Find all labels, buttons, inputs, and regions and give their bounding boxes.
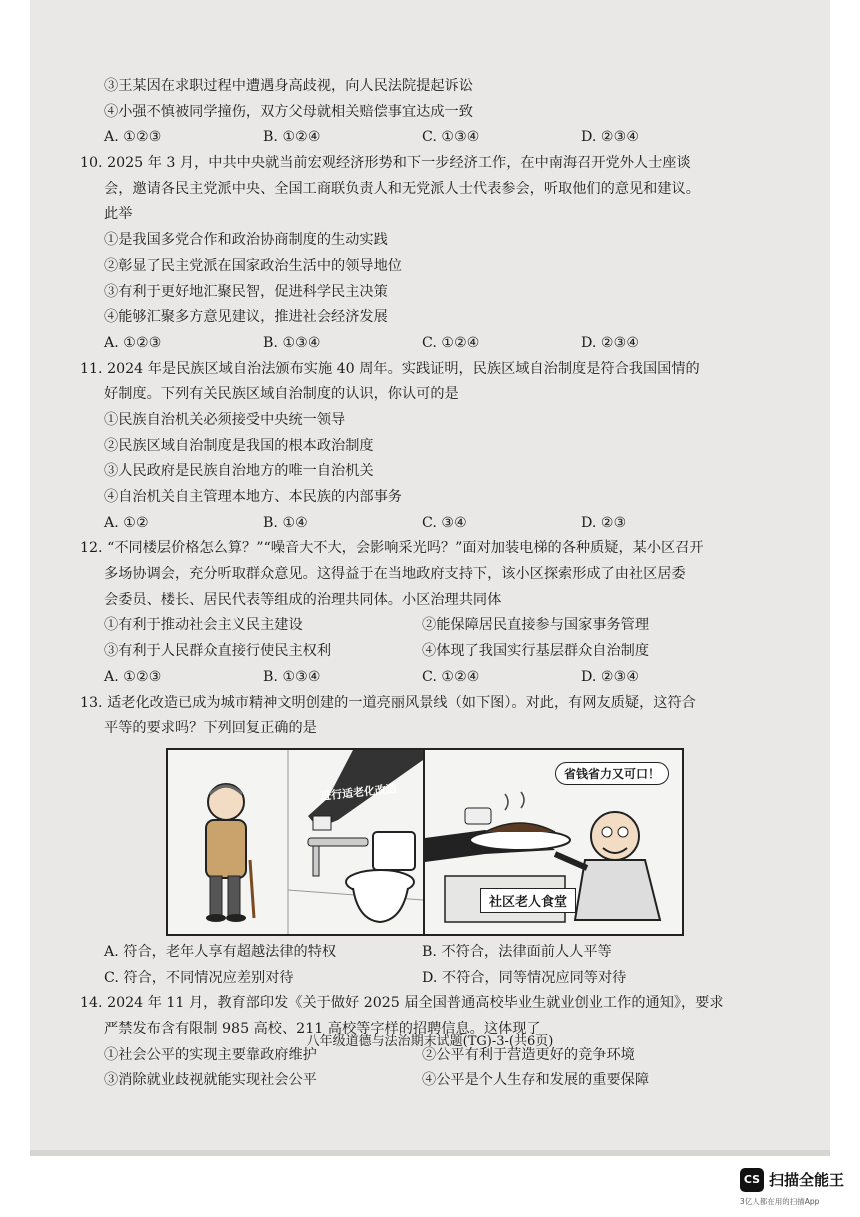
q12-item-2: ②能保障居民直接参与国家事务管理	[422, 617, 650, 634]
q12-option-c: C. ①②④	[422, 668, 480, 685]
q11-option-c: C. ③④	[422, 514, 467, 531]
q10-option-b: B. ①③④	[263, 334, 321, 351]
q12-stem-3: 会委员、楼长、居民代表等组成的治理共同体。小区治理共同体	[104, 591, 502, 608]
q10-stem-1: 10. 2025 年 3 月，中共中央就当前宏观经济形势和下一步经济工作，在中南海召开党外人士座谈	[80, 155, 691, 172]
q11-item-1: ①民族自治机关必须接受中央统一领导	[104, 411, 346, 428]
cartoon-panel-right	[423, 750, 680, 934]
q9-option-d: D. ②③④	[581, 129, 640, 146]
q12-stem-1: 12. “不同楼层价格怎么算？”“噪音大不大，会影响采光吗？”面对加装电梯的各种质疑，某小区召开	[80, 540, 704, 557]
q12-item-1: ①有利于推动社会主义民主建设	[104, 617, 303, 634]
q9-option-b: B. ①②④	[263, 129, 321, 146]
q11-item-2: ②民族区域自治制度是我国的根本政治制度	[104, 437, 374, 454]
q14-items-row-2	[80, 1068, 740, 1094]
q10-option-c: C. ①②④	[422, 334, 480, 351]
q14-item-3: ③消除就业歧视就能实现社会公平	[104, 1072, 317, 1089]
q12-items-row-2	[80, 639, 740, 665]
q12-stem-2: 多场协调会，充分听取群众意见。这得益于在当地政府支持下，该小区探索形成了由社区居委	[104, 566, 686, 583]
q13-option-c: C. 符合，不同情况应差别对待	[104, 969, 294, 986]
q12-option-b: B. ①③④	[263, 668, 321, 685]
q13-options-row-2	[80, 966, 740, 992]
q12-options	[80, 665, 740, 691]
q12-item-4: ④体现了我国实行基层群众自治制度	[422, 643, 650, 660]
q10-option-d: D. ②③④	[581, 334, 640, 351]
page-shadow	[30, 1150, 830, 1156]
q11-stem-1: 11. 2024 年是民族区域自治法颁布实施 40 周年。实践证明，民族区域自治制度是符合我国国情的	[80, 360, 700, 377]
q10-item-4: ④能够汇聚多方意见建议，推进社会经济发展	[104, 309, 388, 326]
q10-stem-2: 会，邀请各民主党派中央、全国工商联负责人和无党派人士代表参会，听取他们的意见和建议。	[104, 180, 700, 197]
q13-stem-2: 平等的要求吗？下列回复正确的是	[104, 720, 317, 737]
q10-item-1: ①是我国多党合作和政治协商制度的生动实践	[104, 232, 388, 249]
q11-option-a: A. ①②	[104, 514, 149, 531]
q9-item-3: ③王某因在求职过程中遭遇身高歧视，向人民法院提起诉讼	[104, 78, 473, 94]
elderly-toilet-illustration	[168, 750, 423, 934]
q11-stem-2: 好制度。下列有关民族区域自治制度的认识，你认可的是	[104, 386, 459, 403]
exam-content	[80, 74, 740, 1094]
q12-item-3: ③有利于人民群众直接行使民主权利	[104, 643, 332, 660]
q14-item-2: ②公平有利于营造更好的竞争环境	[422, 1046, 635, 1063]
q14-item-4: ④公平是个人生存和发展的重要保障	[422, 1072, 650, 1089]
q11-option-d: D. ②③	[581, 514, 627, 531]
q13-option-b: B. 不符合，法律面前人人平等	[422, 943, 612, 960]
q9-options	[80, 125, 740, 151]
q9-option-a: A. ①②③	[104, 129, 162, 146]
q9-option-c: C. ①③④	[422, 129, 480, 146]
q13-options-row-1	[80, 940, 740, 966]
q14-item-1: ①社会公平的实现主要靠政府维护	[104, 1046, 317, 1063]
q12-option-a: A. ①②③	[104, 668, 162, 685]
camscanner-logo-icon: CS	[740, 1168, 764, 1192]
q13-option-a: A. 符合，老年人享有超越法律的特权	[104, 943, 337, 960]
q13-stem-1: 13. 适老化改造已成为城市精神文明创建的一道亮丽风景线（如下图）。对此，有网友质疑，这符合	[80, 694, 696, 711]
page-footer: 八年级道德与法治期末试题(TG)-3-(共6页)	[306, 1034, 554, 1049]
q10-options	[80, 331, 740, 357]
q11-options	[80, 511, 740, 537]
q14-stem-2: 严禁发布含有限制 985 高校、211 高校等字样的招聘信息。这体现了	[104, 1020, 541, 1037]
q12-items-row-1	[80, 613, 740, 639]
q10-stem-3: 此举	[104, 206, 133, 223]
q13-cartoon	[166, 748, 684, 936]
q10-item-2: ②彰显了民主党派在国家政治生活中的领导地位	[104, 257, 402, 274]
cartoon-speech-bubble: 省钱省力又可口！	[555, 762, 669, 785]
watermark-brand: 扫描全能王	[769, 1171, 845, 1189]
cartoon-arm-label: 进行适老化改造	[319, 781, 398, 803]
watermark-tagline: 3亿人都在用的扫描App	[740, 1197, 820, 1206]
q12-option-d: D. ②③④	[581, 668, 640, 685]
q11-item-4: ④自治机关自主管理本地方、本民族的内部事务	[104, 489, 402, 505]
cartoon-canteen-sign: 社区老人食堂	[480, 888, 576, 913]
q10-item-3: ③有利于更好地汇聚民智，促进科学民主决策	[104, 283, 388, 300]
q11-option-b: B. ①④	[263, 514, 308, 531]
q13-option-d: D. 不符合，同等情况应同等对待	[422, 969, 627, 986]
q11-item-3: ③人民政府是民族自治地方的唯一自治机关	[104, 463, 374, 480]
cartoon-panel-left	[168, 750, 423, 934]
q10-option-a: A. ①②③	[104, 334, 162, 351]
q9-item-4: ④小强不慎被同学撞伤，双方父母就相关赔偿事宜达成一致	[104, 103, 473, 120]
q14-stem-1: 14. 2024 年 11 月，教育部印发《关于做好 2025 届全国普通高校毕业生就业创业工作的通知》，要求	[80, 995, 724, 1012]
